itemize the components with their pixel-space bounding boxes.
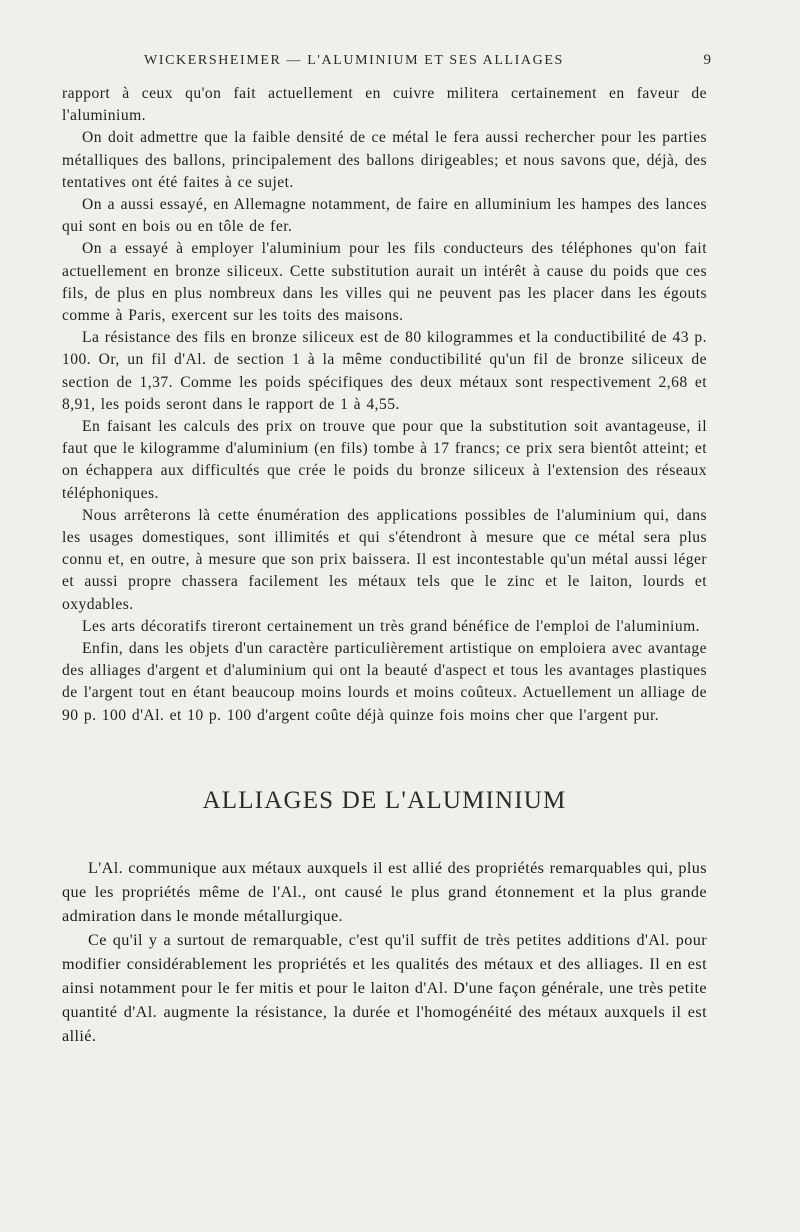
paragraph: En faisant les calculs des prix on trouve que pour que la substitution soit avantageuse, il faut que le kilogramme d'aluminium (en fils) tombe à 17 francs; ce prix sera bientôt atteint; et on échappera aux difficultés que crée le poids du bronze siliceux à l'extension des réseaux téléphoniques. [62, 418, 707, 502]
paragraph: On doit admettre que la faible densité de ce métal le fera aussi rechercher pour les parties métalliques des ballons, principalement des ballons dirigeables; et nous savons que, déjà, des tentatives ont été faites à ce sujet. [62, 129, 707, 191]
paragraph: La résistance des fils en bronze siliceux est de 80 kilogrammes et la conductibilité de 43 p. 100. Or, un fil d'Al. de section 1 à la même conductibilité qu'un fil de bronze siliceux de section de 1,37. Comme les poids spécifiques des deux métaux sont respectivement 2,68 et 8,91, les poids seront dans le rapport de 1 à 4,55. [62, 329, 707, 413]
paragraph: L'Al. communique aux métaux auxquels il est allié des propriétés remarquables qui, plus que les propriétés même de l'Al., ont causé le plus grand étonnement et la plus grande admiration dans le monde métallurgique. [62, 858, 707, 925]
paragraph: Les arts décoratifs tireront certainement un très grand bénéfice de l'emploi de l'aluminium. [82, 617, 701, 635]
paragraph: Ce qu'il y a surtout de remarquable, c'est qu'il suffit de très petites additions d'Al. pour modifier considérablement les propriétés et les qualités des métaux et des alliages. Il en est ainsi notamment pour le fer mitis et pour le laiton d'Al. D'une façon générale, une très petite quantité d'Al. augmente la résistance, la durée et l'homogénéité des métaux auxquels il est allié. [62, 930, 707, 1045]
paragraph: Nous arrêterons là cette énumération des applications possibles de l'aluminium qui, dans les usages domestiques, sont illimités et qui s'étendront à mesure que ce métal sera plus connu et, en outre, à mesure que son prix baissera. Il est incontestable qu'un métal aussi léger et aussi propre chassera facilement les métaux tels que le zinc et le laiton, lourds et oxydables. [62, 506, 707, 613]
body-text [62, 83, 707, 727]
running-head [144, 52, 711, 69]
page-number: 9 [703, 52, 711, 68]
paragraph: Enfin, dans les objets d'un caractère particulièrement artistique on emploiera avec avantage des alliages d'argent et d'aluminium qui ont la beauté d'aspect et tous les avantages plastiques de l'argent tout en étant beaucoup moins lourds et moins coûteux. Actuellement un alliage de 90 p. 100 d'Al. et 10 p. 100 d'argent coûte déjà quinze fois moins cher que l'argent pur. [62, 640, 707, 724]
section-text [62, 856, 707, 1048]
paragraph: On a aussi essayé, en Allemagne notamment, de faire en alluminium les hampes des lances qui sont en bois ou en tôle de fer. [62, 196, 707, 236]
paragraph: rapport à ceux qu'on fait actuellement en cuivre militera certainement en faveur de l'aluminium. [62, 85, 707, 125]
running-title: WICKERSHEIMER — L'ALUMINIUM ET SES ALLIAGES [144, 53, 564, 68]
paragraph: On a essayé à employer l'aluminium pour les fils conducteurs des téléphones qu'on fait actuellement en bronze siliceux. Cette substitution aurait un intérêt à cause du poids que ces fils, de plus en plus nombreux dans les villes qui ne peuvent pas les placer dans les égouts comme à Paris, exercent sur les toits des maisons. [62, 240, 707, 325]
section-heading: ALLIAGES DE L'ALUMINIUM [202, 786, 567, 814]
